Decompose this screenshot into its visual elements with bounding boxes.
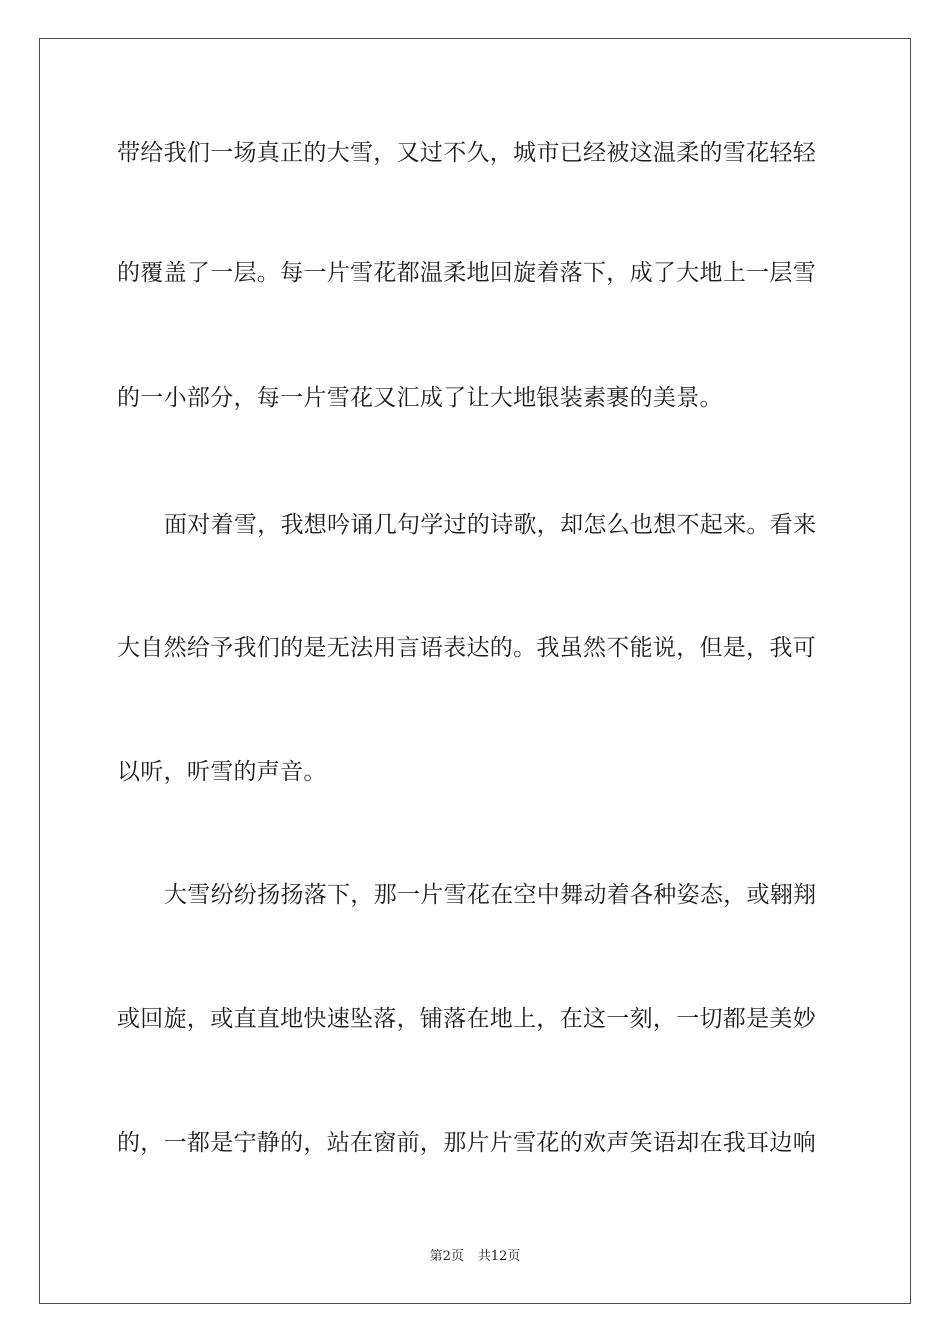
page-border [39, 38, 911, 1304]
paragraph-3-line-3: 的，一都是宁静的，站在窗前，那片片雪花的欢声笑语却在我耳边响 [117, 1130, 816, 1156]
paragraph-1-line-3: 的一小部分，每一片雪花又汇成了让大地银装素裹的美景。 [117, 385, 723, 411]
paragraph-3-line-1: 大雪纷纷扬扬落下，那一片雪花在空中舞动着各种姿态，或翱翔 [164, 882, 817, 908]
paragraph-2-line-2: 大自然给予我们的是无法用言语表达的。我虽然不能说，但是，我可 [117, 635, 816, 661]
paragraph-2-line-3: 以听，听雪的声音。 [117, 759, 327, 785]
paragraph-3-line-2: 或回旋，或直直地快速坠落，铺落在地上，在这一刻，一切都是美妙 [117, 1006, 816, 1032]
paragraph-1-line-1: 带给我们一场真正的大雪，又过不久，城市已经被这温柔的雪花轻轻 [117, 140, 816, 166]
paragraph-2-line-1: 面对着雪，我想吟诵几句学过的诗歌，却怎么也想不起来。看来 [164, 512, 817, 538]
page-number: 第2页 [429, 1249, 464, 1264]
page-footer [0, 1248, 950, 1266]
total-pages: 共12页 [477, 1249, 521, 1264]
paragraph-1-line-2: 的覆盖了一层。每一片雪花都温柔地回旋着落下，成了大地上一层雪 [117, 260, 816, 286]
